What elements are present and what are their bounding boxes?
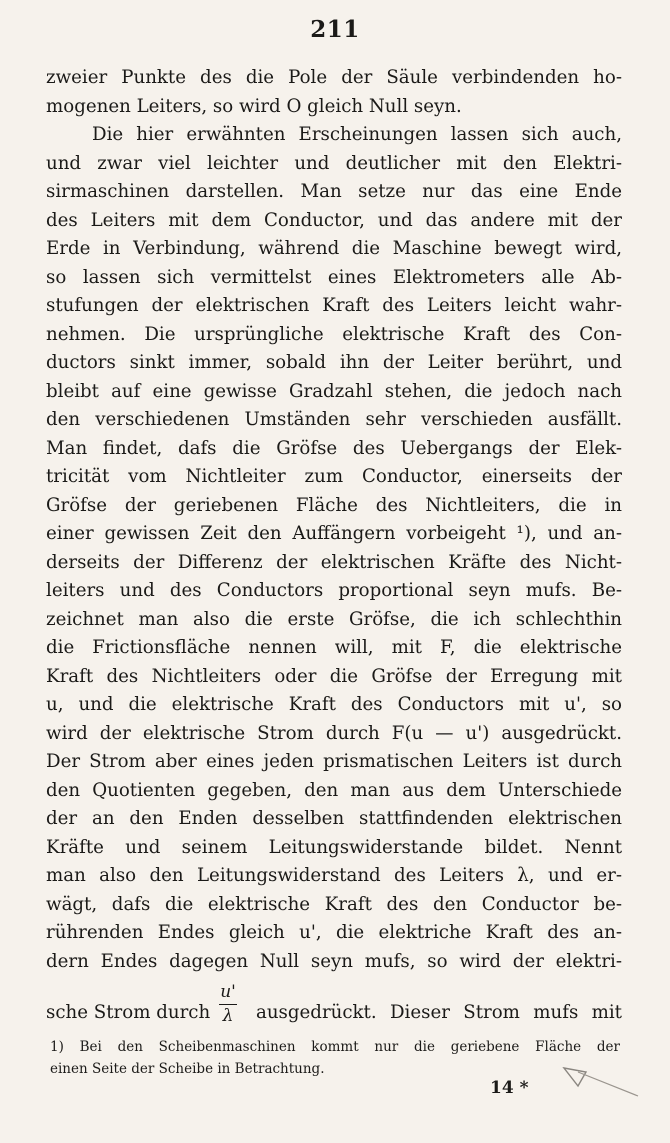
text-line: rührenden Endes gleich u', die elektriche Kraft des an- (46, 922, 622, 943)
text-line: nehmen. Die ursprüngliche elektrische Kraft des Con- (46, 323, 622, 345)
formula-text-after: ausgedrückt. Dieser Strom mufs mit (256, 1002, 622, 1023)
text-line: sirmaschinen darstellen. Man setze nur das eine Ende (46, 181, 622, 202)
text-line: Man findet, dafs die Gröfse des Uebergangs der Elek- (46, 437, 622, 459)
pencil-annotation-icon (560, 1058, 640, 1102)
text-line: Erde in Verbindung, während die Maschine bewegt wird, (46, 238, 622, 259)
fraction-numerator: u' (220, 982, 236, 1002)
text-line: man also den Leitungswiderstand des Leiters λ, und er- (46, 865, 622, 886)
text-line: mogenen Leiters, so wird O gleich Null seyn. (46, 95, 462, 117)
text-line: die Frictionsfläche nennen will, mit F, die elektrische (46, 637, 622, 658)
text-line: den verschiedenen Umständen sehr verschieden ausfällt. (46, 409, 622, 430)
text-line: leiters und des Conductors proportional seyn mufs. Be- (46, 580, 622, 601)
text-line: Der Strom aber eines jeden prismatischen Leiters ist durch (46, 751, 622, 772)
text-line: und zwar viel leichter und deutlicher mit den Elektri- (46, 152, 622, 174)
signature-mark: 14 * (490, 1078, 529, 1098)
text-line: Gröfse der geriebenen Fläche des Nichtleiters, die in (46, 494, 622, 516)
footnote (50, 1036, 620, 1080)
main-text (46, 64, 622, 1034)
text-line: der an den Enden desselben stattfindenden elektrischen (46, 808, 622, 829)
text-line: stufungen der elektrischen Kraft des Leiters leicht wahr- (46, 295, 622, 316)
text-line: einer gewissen Zeit den Auffängern vorbeigeht ¹), und an- (46, 523, 622, 544)
fraction-formula (218, 982, 238, 1027)
fraction-denominator: λ (222, 1006, 234, 1026)
text-line: zweier Punkte des die Pole der Säule verbindenden ho- (46, 67, 622, 88)
formula-text-before: sche Strom durch (46, 1002, 211, 1023)
text-line: des Leiters mit dem Conductor, und das andere mit der (46, 209, 622, 231)
page-number: 211 (310, 16, 360, 43)
text-line: Kraft des Nichtleiters oder die Gröfse der Erregung mit (46, 665, 622, 687)
text-line: derseits der Differenz der elektrischen Kräfte des Nicht- (46, 551, 622, 573)
footnote-line: einen Seite der Scheibe in Betrachtung. (50, 1061, 325, 1077)
footnote-line: 1) Bei den Scheibenmaschinen kommt nur die geriebene Fläche der (50, 1039, 620, 1055)
text-line: ductors sinkt immer, sobald ihn der Leiter berührt, und (46, 352, 622, 373)
text-line: Kräfte und seinem Leitungswiderstande bildet. Nennt (46, 836, 622, 858)
text-line: zeichnet man also die erste Gröfse, die ich schlechthin (46, 608, 622, 630)
formula-line (46, 978, 622, 1034)
text-line: u, und die elektrische Kraft des Conductors mit u', so (46, 694, 622, 715)
text-line: dern Endes dagegen Null seyn mufs, so wird der elektri- (46, 950, 622, 972)
text-line: wägt, dafs die elektrische Kraft des den Conductor be- (46, 893, 622, 915)
text-line: wird der elektrische Strom durch F(u — u') ausgedrückt. (46, 722, 622, 744)
text-line: tricität vom Nichtleiter zum Conductor, einerseits der (46, 466, 622, 487)
text-line: so lassen sich vermittelst eines Elektrometers alle Ab- (46, 266, 622, 288)
text-line: Die hier erwähnten Erscheinungen lassen sich auch, (92, 124, 622, 145)
text-line: bleibt auf eine gewisse Gradzahl stehen, die jedoch nach (46, 380, 622, 402)
text-line: den Quotienten gegeben, den man aus dem Unterschiede (46, 779, 622, 801)
